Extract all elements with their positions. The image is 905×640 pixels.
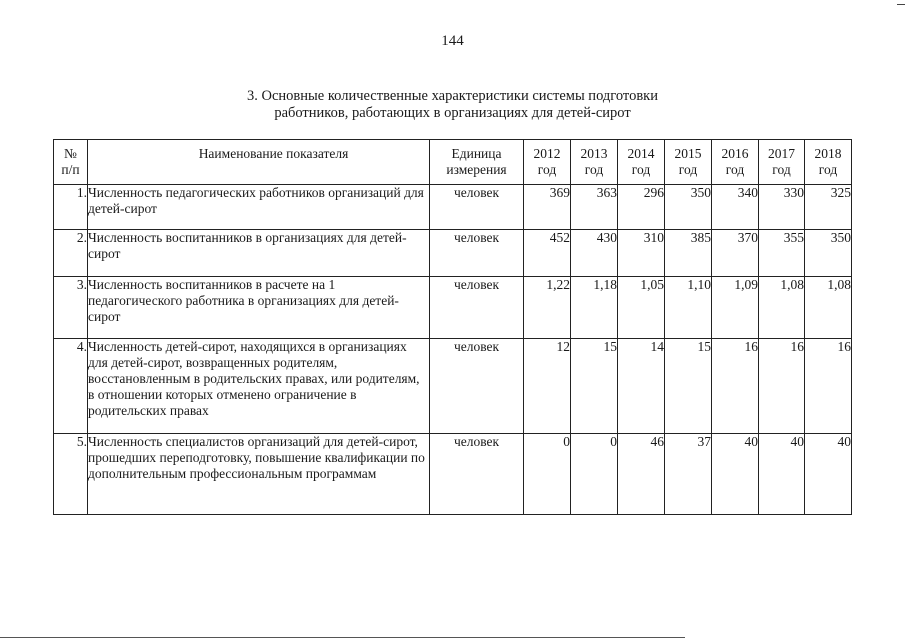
value-cell: 296 — [618, 185, 665, 230]
indicators-table — [53, 139, 852, 515]
indicator-unit: человек — [430, 434, 524, 515]
value-cell: 12 — [524, 339, 571, 434]
header-year: 2014 год — [618, 140, 665, 185]
row-number: 5. — [54, 434, 88, 515]
indicator-unit: человек — [430, 230, 524, 277]
header-unit: Единица измерения — [430, 140, 524, 185]
indicator-name: Численность воспитанников в организациях для детей-сирот — [88, 230, 430, 277]
row-number: 1. — [54, 185, 88, 230]
value-cell: 40 — [805, 434, 852, 515]
table-row — [54, 339, 852, 434]
header-year: 2017 год — [759, 140, 805, 185]
row-number: 3. — [54, 277, 88, 339]
value-cell: 16 — [805, 339, 852, 434]
header-year: 2016 год — [712, 140, 759, 185]
indicator-name: Численность педагогических работников организаций для детей-сирот — [88, 185, 430, 230]
value-cell: 14 — [618, 339, 665, 434]
value-cell: 40 — [712, 434, 759, 515]
value-cell: 330 — [759, 185, 805, 230]
value-cell: 355 — [759, 230, 805, 277]
value-cell: 363 — [571, 185, 618, 230]
indicator-name: Численность специалистов организаций для детей-сирот, прошедших переподготовку, повышение квалификации по дополнительным профессиональным программам — [88, 434, 430, 515]
row-number: 4. — [54, 339, 88, 434]
value-cell: 452 — [524, 230, 571, 277]
value-cell: 369 — [524, 185, 571, 230]
section-title-line-1: 3. Основные количественные характеристики системы подготовки — [247, 88, 658, 104]
footer-rule — [0, 637, 685, 638]
page-number: 144 — [441, 33, 464, 49]
row-number: 2. — [54, 230, 88, 277]
indicator-unit: человек — [430, 277, 524, 339]
header-year: 2015 год — [665, 140, 712, 185]
value-cell: 15 — [665, 339, 712, 434]
value-cell: 1,18 — [571, 277, 618, 339]
table-row — [54, 277, 852, 339]
value-cell: 350 — [665, 185, 712, 230]
value-cell: 37 — [665, 434, 712, 515]
value-cell: 370 — [712, 230, 759, 277]
value-cell: 1,08 — [805, 277, 852, 339]
indicator-unit: человек — [430, 339, 524, 434]
header-year: 2013 год — [571, 140, 618, 185]
header-num: № п/п — [54, 140, 88, 185]
value-cell: 325 — [805, 185, 852, 230]
table-header-row — [54, 140, 852, 185]
header-year: 2012 год — [524, 140, 571, 185]
indicator-name: Численность детей-сирот, находящихся в организациях для детей-сирот, возвращенных родителям, восстановленным в родительских правах, или родителям, в отношении которых отменено ограничение в родительских правах — [88, 339, 430, 434]
value-cell: 46 — [618, 434, 665, 515]
table-row — [54, 230, 852, 277]
value-cell: 310 — [618, 230, 665, 277]
section-title-line-2: работников, работающих в организациях для детей-сирот — [274, 105, 631, 121]
value-cell: 16 — [759, 339, 805, 434]
corner-mark — [897, 4, 905, 5]
value-cell: 16 — [712, 339, 759, 434]
value-cell: 15 — [571, 339, 618, 434]
value-cell: 1,10 — [665, 277, 712, 339]
table-row — [54, 185, 852, 230]
value-cell: 0 — [524, 434, 571, 515]
value-cell: 1,05 — [618, 277, 665, 339]
value-cell: 1,08 — [759, 277, 805, 339]
table-row — [54, 434, 852, 515]
value-cell: 430 — [571, 230, 618, 277]
value-cell: 385 — [665, 230, 712, 277]
header-year: 2018 год — [805, 140, 852, 185]
value-cell: 40 — [759, 434, 805, 515]
value-cell: 0 — [571, 434, 618, 515]
value-cell: 340 — [712, 185, 759, 230]
value-cell: 350 — [805, 230, 852, 277]
header-name: Наименование показателя — [88, 140, 430, 185]
indicator-unit: человек — [430, 185, 524, 230]
section-title — [0, 88, 905, 122]
indicator-name: Численность воспитанников в расчете на 1 педагогического работника в организациях для детей-сирот — [88, 277, 430, 339]
value-cell: 1,09 — [712, 277, 759, 339]
value-cell: 1,22 — [524, 277, 571, 339]
